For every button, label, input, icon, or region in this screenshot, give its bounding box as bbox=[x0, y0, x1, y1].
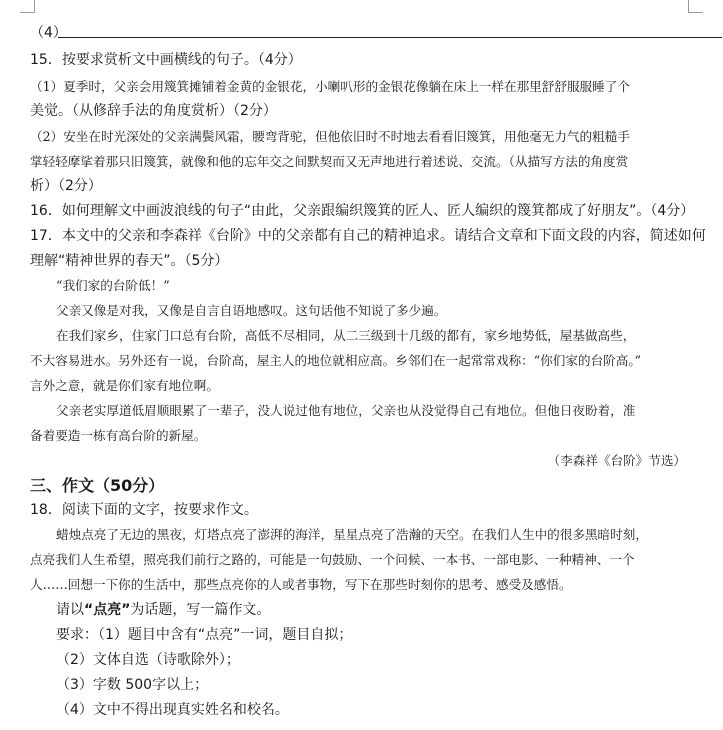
prompt-line1: 蜡烛点亮了无边的黑夜，灯塔点亮了澎湃的海洋，星星点亮了浩瀚的天空。在我们人生中的很多黑暗时刻， bbox=[56, 527, 648, 542]
q15-item1-line2: 美觉。（从修辞手法的角度赏析）（2分） bbox=[30, 103, 277, 119]
passage-source: （李森祥《台阶》节选） bbox=[547, 453, 686, 468]
topic-suffix: 为话题，写一篇作文。 bbox=[130, 602, 271, 618]
passage-p3-line1: 在我们家乡，住家门口总有台阶，高低不尽相同，从二三级到十几级的都有，家乡地势低，屋基做高些， bbox=[56, 328, 636, 343]
passage-p3-line3: 言外之意，就是你们家有地位啊。 bbox=[30, 378, 219, 393]
q15-item2-line2: 掌轻轻摩挲着那只旧篾箕，就像和他的忘年交之间默契而又无声地进行着述说、交流。（从描写方法的角度赏 bbox=[30, 154, 629, 169]
requirement-1: 要求：（1）题目中含有“点亮”一词，题目自拟； bbox=[56, 627, 353, 643]
passage-p4-line1: 父亲老实厚道低眉顺眼累了一辈子，没人说过他有地位，父亲也从没觉得自己有地位。但他日夜盼着，准 bbox=[56, 403, 636, 418]
passage-p1: “我们家的台阶低！” bbox=[56, 278, 170, 293]
topic-instruction bbox=[56, 599, 270, 619]
q15-item2-line1: （2）安坐在时光深处的父亲满鬓风霜，腰弯背驼，但他依旧时不时地去看看旧篾箕，用他毫无力气的粗糙手 bbox=[30, 129, 630, 144]
requirement-4: （4）文中不得出现真实姓名和校名。 bbox=[56, 702, 289, 718]
prompt-line2: 点亮我们人生希望，照亮我们前行之路的，可能是一句鼓励、一个问候、一本书、一部电影、一种精神、一个 bbox=[30, 552, 635, 567]
q15-item2-line3: 析）（2分） bbox=[30, 178, 102, 194]
section-heading: 三、作文（50分） bbox=[30, 476, 165, 495]
q18-title: 18．阅读下面的文字，按要求作文。 bbox=[30, 502, 258, 518]
topic-word: “点亮” bbox=[84, 602, 131, 618]
q17-line2: 理解“精神世界的春天”。（5分） bbox=[30, 253, 229, 269]
page-corner-mark-right bbox=[688, 0, 703, 13]
q15-item1-line1: （1）夏季时，父亲会用篾箕摊铺着金黄的金银花，小喇叭形的金银花像躺在床上一样在那里舒舒服服睡了个 bbox=[30, 79, 630, 94]
q4-label: （4） bbox=[30, 25, 67, 41]
topic-prefix: 请以 bbox=[56, 602, 84, 618]
answer-blank-line bbox=[58, 37, 722, 38]
passage-p2: 父亲又像是对我，又像是自言自语地感叹。这句话他不知说了多少遍。 bbox=[56, 303, 447, 318]
requirement-2: （2）文体自选（诗歌除外）； bbox=[56, 652, 240, 668]
q16-text: 16．如何理解文中画波浪线的句子“由此，父亲跟编织篾箕的匠人、匠人编织的篾箕都成了好朋友”。（4分） bbox=[30, 203, 695, 219]
page-corner-mark-left bbox=[20, 0, 35, 13]
passage-p4-line2: 备着要造一栋有高台阶的新屋。 bbox=[30, 428, 207, 443]
prompt-line3: 人……回想一下你的生活中，那些点亮你的人或者事物，写下在那些时刻你的思考、感受及感悟。 bbox=[30, 577, 572, 592]
q17-line1: 17．本文中的父亲和李森祥《台阶》中的父亲都有自己的精神追求。请结合文章和下面文段的内容，简述如何 bbox=[30, 228, 706, 244]
passage-p3-line2: 不大容易进水。另外还有一说，台阶高，屋主人的地位就相应高。乡邻们在一起常常戏称：“你们家的台阶高。” bbox=[30, 353, 642, 368]
requirement-3: （3）字数 500字以上； bbox=[56, 677, 209, 693]
q15-title: 15．按要求赏析文中画横线的句子。（4分） bbox=[30, 52, 302, 68]
